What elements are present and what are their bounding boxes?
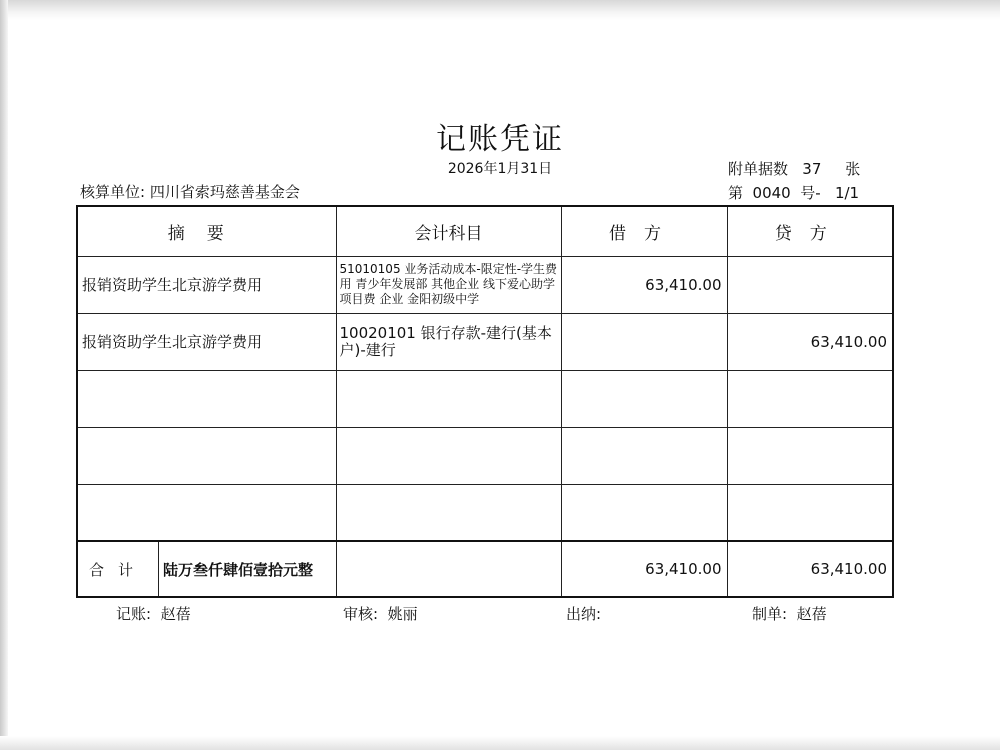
table-row <box>77 256 893 313</box>
table-row <box>77 313 893 370</box>
row-debit: 63,410.00 <box>561 256 727 313</box>
row-debit <box>561 370 727 427</box>
voucher-date: 2026年1月31日 <box>447 161 553 177</box>
row-summary: 报销资助学生北京游学费用 <box>77 313 336 370</box>
header-debit: 借方 <box>561 206 727 256</box>
signature-cashier: 出纳: <box>566 605 602 623</box>
scan-shadow-left <box>0 0 8 750</box>
signature-bookkeeper: 记账: 赵蓓 <box>116 605 191 623</box>
row-summary <box>77 370 336 427</box>
total-cell <box>77 541 336 597</box>
total-label: 合计 <box>78 542 159 596</box>
row-account <box>336 370 561 427</box>
total-spacer <box>336 541 561 597</box>
total-credit: 63,410.00 <box>727 541 893 597</box>
table-row <box>77 370 893 427</box>
row-summary <box>77 484 336 541</box>
total-row <box>77 541 893 597</box>
row-credit <box>727 427 893 484</box>
header-account: 会计科目 <box>336 206 561 256</box>
row-debit <box>561 427 727 484</box>
voucher-title: 记账凭证 <box>436 122 564 157</box>
row-credit: 63,410.00 <box>727 313 893 370</box>
row-debit <box>561 484 727 541</box>
voucher-table <box>76 205 894 598</box>
voucher-number: 第 0040 号- 1/1 <box>728 184 860 202</box>
total-debit: 63,410.00 <box>561 541 727 597</box>
row-account: 10020101 银行存款-建行(基本户)-建行 <box>336 313 561 370</box>
row-account: 51010105 业务活动成本-限定性-学生费用 青少年发展部 其他企业 线下爱心助学 项目费 企业 金阳初级中学 <box>336 256 561 313</box>
signature-preparer: 制单: 赵蓓 <box>752 605 827 623</box>
row-summary: 报销资助学生北京游学费用 <box>77 256 336 313</box>
scan-shadow-top <box>0 0 1000 20</box>
row-credit <box>727 256 893 313</box>
signature-reviewer: 审核: 姚丽 <box>343 605 418 623</box>
table-row <box>77 484 893 541</box>
total-amount-words: 陆万叁仟肆佰壹拾元整 <box>163 560 314 579</box>
header-summary: 摘要 <box>77 206 336 256</box>
table-row <box>77 427 893 484</box>
row-account <box>336 484 561 541</box>
row-summary <box>77 427 336 484</box>
attachment-count: 附单据数 37 张 <box>728 160 861 178</box>
row-debit <box>561 313 727 370</box>
row-account <box>336 427 561 484</box>
accounting-unit: 核算单位: 四川省索玛慈善基金会 <box>80 183 300 201</box>
scan-shadow-bottom <box>0 736 1000 750</box>
row-credit <box>727 370 893 427</box>
row-credit <box>727 484 893 541</box>
table-header-row <box>77 206 893 256</box>
header-credit: 贷方 <box>727 206 893 256</box>
